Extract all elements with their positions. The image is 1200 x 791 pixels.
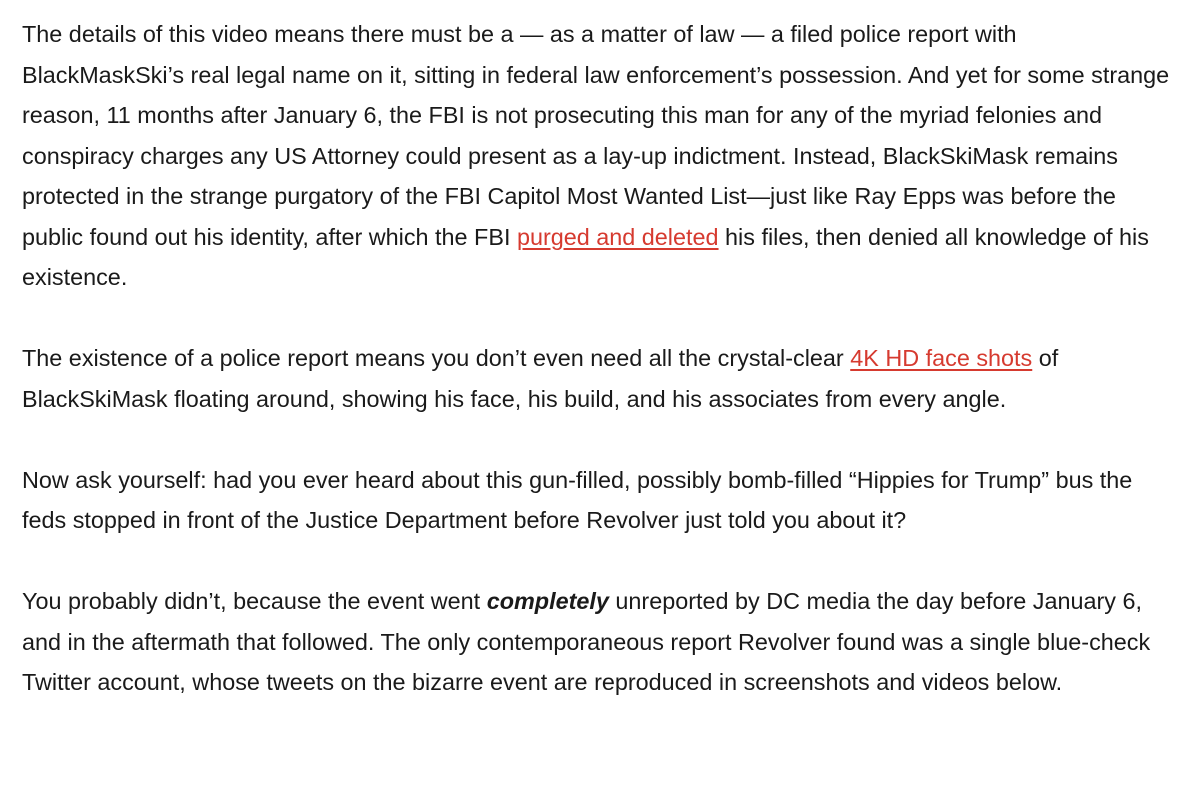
paragraph-unreported xyxy=(22,581,1182,703)
paragraph-text: Now ask yourself: had you ever heard about this gun-filled, possibly bomb-filled “Hippies for Trump” bus the feds stopped in front of the Justice Department before Revolver just told you about it? xyxy=(22,466,1133,533)
link-4k-hd-face-shots[interactable]: 4K HD face shots xyxy=(850,345,1033,371)
paragraph-text: unreported by DC media the day before January 6, and in the aftermath that followed. The only contemporaneous report Revolver found was a single blue-check Twitter account, whose tweets on the bizarre event are reproduced in screenshots and videos below. xyxy=(22,588,1151,695)
emphasis-completely: completely xyxy=(486,588,609,614)
paragraph-text: You probably didn’t, because the event went xyxy=(22,588,487,614)
paragraph-face-shots xyxy=(22,338,1182,419)
paragraph-ask-yourself xyxy=(22,460,1182,541)
paragraph-text: The existence of a police report means you don’t even need all the crystal-clear xyxy=(22,345,851,371)
paragraph-text: The details of this video means there must be a — as a matter of law — a filed police report with BlackMaskSki’s real legal name on it, sitting in federal law enforcement’s possession. And yet for some strange reason, 11 months after January 6, the FBI is not prosecuting this man for any of the myriad felonies and conspiracy charges any US Attorney could present as a lay-up indictment. Instead, BlackSkiMask remains protected in the strange purgatory of the FBI Capitol Most Wanted List—just like Ray Epps was before the public found out his identity, after which the FBI xyxy=(22,21,1170,250)
link-purged-and-deleted[interactable]: purged and deleted xyxy=(516,223,719,250)
paragraph-text: of BlackSkiMask floating around, showing his face, his build, and his associates from every angle. xyxy=(22,345,1059,412)
article-body xyxy=(22,14,1182,703)
paragraph-text: his files, then denied all knowledge of his existence. xyxy=(22,223,1149,290)
paragraph-police-report xyxy=(22,14,1182,298)
